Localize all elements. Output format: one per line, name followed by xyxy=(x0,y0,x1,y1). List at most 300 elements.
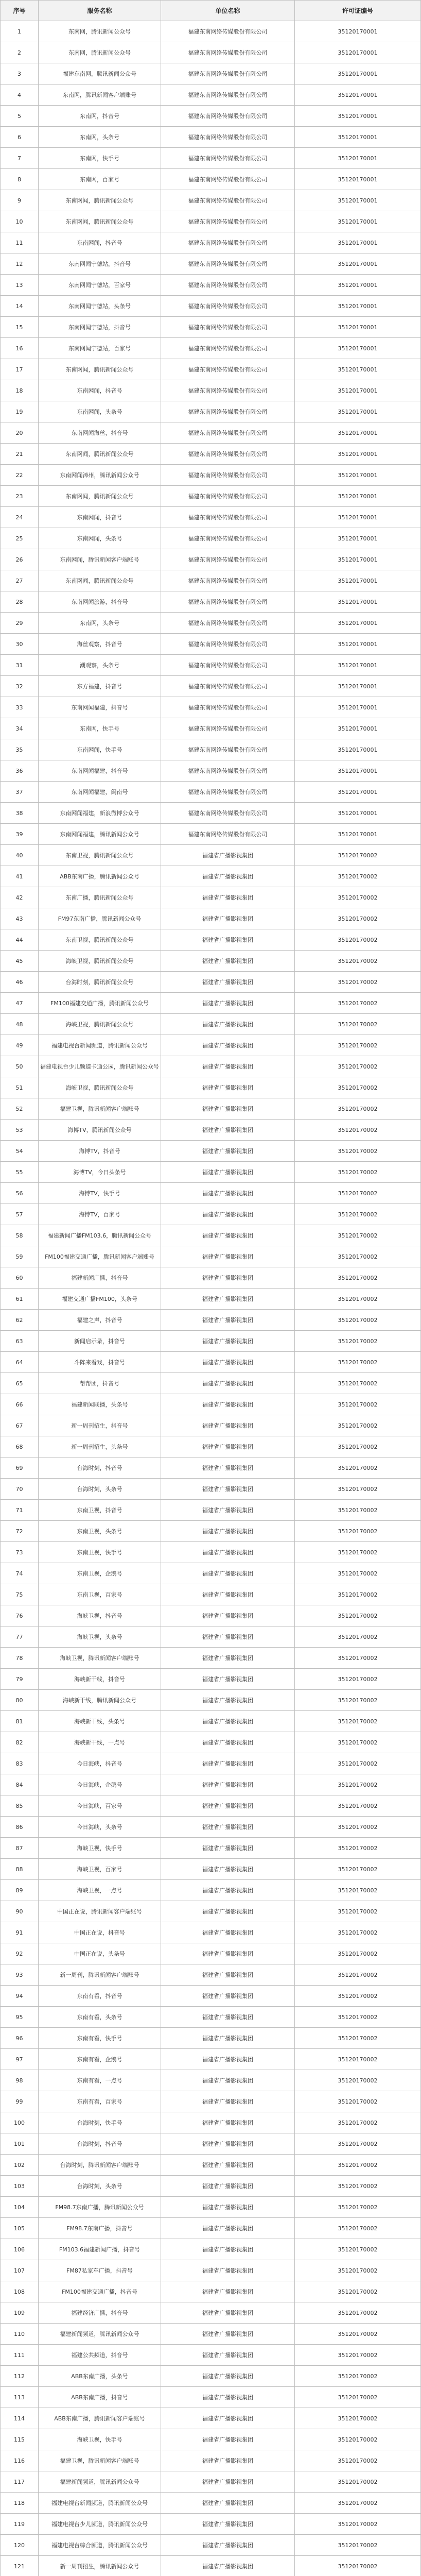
cell-service: 东南网闻，抖音号 xyxy=(39,232,161,253)
table-row xyxy=(1,993,421,1014)
cell-service: 海峡新干线，抖音号 xyxy=(39,1669,161,1690)
cell-unit: 福建省广播影视集团 xyxy=(161,2535,295,2556)
table-row xyxy=(1,84,421,106)
cell-service: 福建经济广播，抖音号 xyxy=(39,2302,161,2324)
cell-unit: 福建省广播影视集团 xyxy=(161,1605,295,1626)
cell-license: 35120170002 xyxy=(295,1310,421,1331)
cell-license: 35120170002 xyxy=(295,1690,421,1711)
table-row xyxy=(1,2239,421,2260)
cell-no: 29 xyxy=(1,613,39,634)
cell-no: 92 xyxy=(1,1943,39,1964)
cell-license: 35120170002 xyxy=(295,1500,421,1521)
cell-no: 50 xyxy=(1,1056,39,1077)
cell-license: 35120170001 xyxy=(295,422,421,444)
cell-no: 34 xyxy=(1,718,39,739)
cell-no: 10 xyxy=(1,211,39,232)
cell-service: 东南卫视，头条号 xyxy=(39,1521,161,1542)
table-row xyxy=(1,21,421,42)
table-row xyxy=(1,2345,421,2366)
cell-no: 14 xyxy=(1,296,39,317)
cell-service: 新闻启示录，抖音号 xyxy=(39,1331,161,1352)
table-row xyxy=(1,2155,421,2176)
cell-license: 35120170002 xyxy=(295,866,421,887)
cell-no: 85 xyxy=(1,1795,39,1817)
cell-service: 今日海峡，抖音号 xyxy=(39,1753,161,1774)
cell-no: 18 xyxy=(1,380,39,401)
table-row xyxy=(1,549,421,570)
table-row xyxy=(1,1880,421,1901)
table-row xyxy=(1,2429,421,2450)
cell-unit: 福建省广播影视集团 xyxy=(161,1964,295,1986)
cell-license: 35120170002 xyxy=(295,1098,421,1120)
cell-unit: 福建省广播影视集团 xyxy=(161,1331,295,1352)
cell-no: 33 xyxy=(1,697,39,718)
table-row xyxy=(1,2260,421,2281)
cell-no: 53 xyxy=(1,1120,39,1141)
cell-license: 35120170001 xyxy=(295,613,421,634)
cell-license: 35120170002 xyxy=(295,1373,421,1394)
cell-service: 斗阵来看戏，抖音号 xyxy=(39,1352,161,1373)
table-row xyxy=(1,211,421,232)
table-row xyxy=(1,401,421,422)
cell-license: 35120170001 xyxy=(295,697,421,718)
table-row xyxy=(1,1838,421,1859)
table-row xyxy=(1,1859,421,1880)
cell-unit: 福建东南网络传媒股份有限公司 xyxy=(161,169,295,190)
cell-service: 东南卫视，腾讯新闻公众号 xyxy=(39,845,161,866)
cell-unit: 福建东南网络传媒股份有限公司 xyxy=(161,655,295,676)
cell-no: 75 xyxy=(1,1584,39,1605)
cell-service: FM98.7东南广播，抖音号 xyxy=(39,2218,161,2239)
cell-service: ABB东南广播，腾讯新闻公众号 xyxy=(39,866,161,887)
cell-license: 35120170001 xyxy=(295,106,421,127)
table-row xyxy=(1,1732,421,1753)
table-row xyxy=(1,1310,421,1331)
table-row xyxy=(1,655,421,676)
cell-unit: 福建东南网络传媒股份有限公司 xyxy=(161,106,295,127)
table-row xyxy=(1,1415,421,1436)
cell-license: 35120170001 xyxy=(295,63,421,84)
cell-service: FM98.7东南广播，腾讯新闻公众号 xyxy=(39,2197,161,2218)
cell-service: 东南网闻宁德站，百家号 xyxy=(39,275,161,296)
cell-service: 海峡新干线，头条号 xyxy=(39,1711,161,1732)
cell-unit: 福建省广播影视集团 xyxy=(161,1795,295,1817)
table-row xyxy=(1,1141,421,1162)
cell-license: 35120170002 xyxy=(295,2112,421,2133)
cell-service: 福建电视台少儿频道卡通公园，腾讯新闻公众号 xyxy=(39,1056,161,1077)
table-row xyxy=(1,1901,421,1922)
cell-service: 东南网闻宁德站，抖音号 xyxy=(39,317,161,338)
table-row xyxy=(1,1246,421,1267)
table-row xyxy=(1,2535,421,2556)
cell-license: 35120170002 xyxy=(295,993,421,1014)
cell-service: 福建交通广播FM100，头条号 xyxy=(39,1289,161,1310)
cell-license: 35120170002 xyxy=(295,2070,421,2091)
cell-service: 海博TV，抖音号 xyxy=(39,1141,161,1162)
cell-unit: 福建东南网络传媒股份有限公司 xyxy=(161,401,295,422)
cell-no: 52 xyxy=(1,1098,39,1120)
cell-service: FM87私家车广播，抖音号 xyxy=(39,2260,161,2281)
cell-service: 东南网闻，腾讯新闻公众号 xyxy=(39,359,161,380)
cell-no: 1 xyxy=(1,21,39,42)
cell-no: 43 xyxy=(1,908,39,929)
cell-no: 35 xyxy=(1,739,39,760)
table-row xyxy=(1,338,421,359)
cell-no: 113 xyxy=(1,2387,39,2408)
cell-service: 东南网闻福建，新浪微博公众号 xyxy=(39,803,161,824)
cell-license: 35120170002 xyxy=(295,1415,421,1436)
cell-no: 38 xyxy=(1,803,39,824)
cell-license: 35120170002 xyxy=(295,1077,421,1098)
table-row xyxy=(1,296,421,317)
table-row xyxy=(1,1014,421,1035)
cell-license: 35120170002 xyxy=(295,2155,421,2176)
cell-unit: 福建省广播影视集团 xyxy=(161,2493,295,2514)
cell-no: 45 xyxy=(1,951,39,972)
cell-service: 东南网闻，腾讯新闻公众号 xyxy=(39,211,161,232)
cell-service: 福建卫视，腾讯新闻客户端账号 xyxy=(39,2450,161,2471)
cell-service: 东南网闻，抖音号 xyxy=(39,507,161,528)
cell-unit: 福建省广播影视集团 xyxy=(161,2260,295,2281)
cell-service: 海峡卫视，腾讯新闻公众号 xyxy=(39,1014,161,1035)
cell-license: 35120170002 xyxy=(295,1542,421,1563)
table-row xyxy=(1,1500,421,1521)
cell-unit: 福建省广播影视集团 xyxy=(161,1648,295,1669)
cell-no: 115 xyxy=(1,2429,39,2450)
table-row xyxy=(1,444,421,465)
cell-no: 56 xyxy=(1,1183,39,1204)
table-row xyxy=(1,2281,421,2302)
cell-license: 35120170002 xyxy=(295,1035,421,1056)
table-row xyxy=(1,2450,421,2471)
cell-no: 77 xyxy=(1,1626,39,1648)
cell-service: 今日海峡，百家号 xyxy=(39,1795,161,1817)
cell-service: 东南网闻，腾讯新闻公众号 xyxy=(39,190,161,211)
table-row xyxy=(1,486,421,507)
cell-license: 35120170002 xyxy=(295,929,421,951)
cell-license: 35120170002 xyxy=(295,2028,421,2049)
cell-service: 新一周刊招生，腾讯新闻公众号 xyxy=(39,2556,161,2576)
cell-license: 35120170002 xyxy=(295,2260,421,2281)
cell-unit: 福建东南网络传媒股份有限公司 xyxy=(161,782,295,803)
table-row xyxy=(1,887,421,908)
cell-service: 海峡卫视，腾讯新闻公众号 xyxy=(39,1077,161,1098)
header-service: 服务名称 xyxy=(39,1,161,21)
cell-no: 40 xyxy=(1,845,39,866)
cell-no: 3 xyxy=(1,63,39,84)
cell-no: 46 xyxy=(1,972,39,993)
cell-no: 71 xyxy=(1,1500,39,1521)
table-row xyxy=(1,739,421,760)
table-row xyxy=(1,2112,421,2133)
table-row xyxy=(1,1648,421,1669)
cell-license: 35120170002 xyxy=(295,2429,421,2450)
table-row xyxy=(1,760,421,782)
cell-service: 海峡卫视，抖音号 xyxy=(39,1605,161,1626)
table-row xyxy=(1,2408,421,2429)
cell-service: 今日海峡，头条号 xyxy=(39,1817,161,1838)
cell-unit: 福建省广播影视集团 xyxy=(161,1774,295,1795)
cell-service: 东南网，腾讯新闻公众号 xyxy=(39,42,161,63)
cell-unit: 福建东南网络传媒股份有限公司 xyxy=(161,528,295,549)
cell-unit: 福建省广播影视集团 xyxy=(161,1943,295,1964)
cell-service: 福建电视台综合频道，腾讯新闻公众号 xyxy=(39,2535,161,2556)
cell-no: 78 xyxy=(1,1648,39,1669)
table-row xyxy=(1,1183,421,1204)
cell-no: 24 xyxy=(1,507,39,528)
cell-no: 62 xyxy=(1,1310,39,1331)
cell-no: 8 xyxy=(1,169,39,190)
cell-no: 109 xyxy=(1,2302,39,2324)
cell-no: 81 xyxy=(1,1711,39,1732)
table-row xyxy=(1,422,421,444)
cell-no: 49 xyxy=(1,1035,39,1056)
cell-no: 117 xyxy=(1,2471,39,2493)
cell-license: 35120170001 xyxy=(295,317,421,338)
cell-unit: 福建省广播影视集团 xyxy=(161,2450,295,2471)
cell-license: 35120170002 xyxy=(295,1479,421,1500)
cell-no: 19 xyxy=(1,401,39,422)
cell-no: 94 xyxy=(1,1986,39,2007)
cell-service: 东南卫视，抖音号 xyxy=(39,1500,161,1521)
cell-no: 68 xyxy=(1,1436,39,1458)
cell-no: 20 xyxy=(1,422,39,444)
cell-unit: 福建省广播影视集团 xyxy=(161,1753,295,1774)
cell-unit: 福建省广播影视集团 xyxy=(161,2345,295,2366)
cell-no: 7 xyxy=(1,148,39,169)
cell-service: 福建新闻频道，腾讯新闻公众号 xyxy=(39,2471,161,2493)
cell-license: 35120170002 xyxy=(295,2387,421,2408)
cell-service: 东南网闻，头条号 xyxy=(39,401,161,422)
cell-unit: 福建东南网络传媒股份有限公司 xyxy=(161,127,295,148)
table-row xyxy=(1,1394,421,1415)
table-body xyxy=(1,21,421,2576)
cell-license: 35120170002 xyxy=(295,2007,421,2028)
cell-service: ABB东南广播，抖音号 xyxy=(39,2387,161,2408)
cell-no: 116 xyxy=(1,2450,39,2471)
cell-service: FM100福建交通广播，腾讯新闻客户端账号 xyxy=(39,1246,161,1267)
cell-unit: 福建东南网络传媒股份有限公司 xyxy=(161,507,295,528)
cell-service: 东南网闻福建，抖音号 xyxy=(39,697,161,718)
cell-no: 99 xyxy=(1,2091,39,2112)
table-row xyxy=(1,317,421,338)
cell-license: 35120170002 xyxy=(295,1943,421,1964)
cell-unit: 福建省广播影视集团 xyxy=(161,1056,295,1077)
cell-unit: 福建省广播影视集团 xyxy=(161,1289,295,1310)
cell-unit: 福建省广播影视集团 xyxy=(161,1669,295,1690)
cell-unit: 福建省广播影视集团 xyxy=(161,1901,295,1922)
table-row xyxy=(1,1521,421,1542)
table-row xyxy=(1,2028,421,2049)
cell-license: 35120170002 xyxy=(295,1584,421,1605)
cell-unit: 福建东南网络传媒股份有限公司 xyxy=(161,549,295,570)
table-row xyxy=(1,1436,421,1458)
cell-no: 110 xyxy=(1,2324,39,2345)
cell-service: ABB东南广播，腾讯新闻客户端账号 xyxy=(39,2408,161,2429)
cell-license: 35120170002 xyxy=(295,887,421,908)
cell-unit: 福建东南网络传媒股份有限公司 xyxy=(161,380,295,401)
table-row xyxy=(1,63,421,84)
cell-unit: 福建东南网络传媒股份有限公司 xyxy=(161,253,295,275)
cell-service: 帮帮团，抖音号 xyxy=(39,1373,161,1394)
cell-service: 海丝观察，抖音号 xyxy=(39,634,161,655)
cell-unit: 福建省广播影视集团 xyxy=(161,1183,295,1204)
cell-unit: 福建省广播影视集团 xyxy=(161,2091,295,2112)
cell-license: 35120170001 xyxy=(295,549,421,570)
cell-unit: 福建东南网络传媒股份有限公司 xyxy=(161,697,295,718)
cell-no: 12 xyxy=(1,253,39,275)
cell-license: 35120170002 xyxy=(295,1774,421,1795)
cell-no: 25 xyxy=(1,528,39,549)
cell-no: 112 xyxy=(1,2366,39,2387)
cell-no: 61 xyxy=(1,1289,39,1310)
cell-no: 89 xyxy=(1,1880,39,1901)
table-row xyxy=(1,2493,421,2514)
cell-license: 35120170002 xyxy=(295,1563,421,1584)
cell-service: 福建新闻广播FM103.6，腾讯新闻公众号 xyxy=(39,1225,161,1246)
cell-no: 26 xyxy=(1,549,39,570)
cell-license: 35120170001 xyxy=(295,634,421,655)
cell-service: 海峡卫视，百家号 xyxy=(39,1859,161,1880)
cell-no: 91 xyxy=(1,1922,39,1943)
cell-license: 35120170002 xyxy=(295,2133,421,2155)
cell-unit: 福建省广播影视集团 xyxy=(161,1859,295,1880)
cell-service: FM100福建交通广播，抖音号 xyxy=(39,2281,161,2302)
cell-license: 35120170002 xyxy=(295,1922,421,1943)
cell-unit: 福建东南网络传媒股份有限公司 xyxy=(161,760,295,782)
cell-unit: 福建省广播影视集团 xyxy=(161,2429,295,2450)
cell-unit: 福建省广播影视集团 xyxy=(161,887,295,908)
cell-service: 东南网闻宁德站，抖音号 xyxy=(39,253,161,275)
table-row xyxy=(1,570,421,591)
cell-license: 35120170002 xyxy=(295,1901,421,1922)
cell-unit: 福建东南网络传媒股份有限公司 xyxy=(161,591,295,613)
table-row xyxy=(1,2133,421,2155)
cell-unit: 福建东南网络传媒股份有限公司 xyxy=(161,275,295,296)
cell-no: 120 xyxy=(1,2535,39,2556)
cell-unit: 福建省广播影视集团 xyxy=(161,1415,295,1436)
cell-license: 35120170002 xyxy=(295,2556,421,2576)
table-row xyxy=(1,2176,421,2197)
cell-unit: 福建省广播影视集团 xyxy=(161,1711,295,1732)
cell-service: 东南网，百家号 xyxy=(39,169,161,190)
table-row xyxy=(1,613,421,634)
cell-license: 35120170002 xyxy=(295,1753,421,1774)
cell-service: 东南有看，一点号 xyxy=(39,2070,161,2091)
cell-unit: 福建东南网络传媒股份有限公司 xyxy=(161,634,295,655)
cell-license: 35120170002 xyxy=(295,1162,421,1183)
cell-unit: 福建省广播影视集团 xyxy=(161,1521,295,1542)
cell-service: 中国正在说，头条号 xyxy=(39,1943,161,1964)
cell-service: 东南有看，企鹅号 xyxy=(39,2049,161,2070)
cell-no: 64 xyxy=(1,1352,39,1373)
cell-unit: 福建东南网络传媒股份有限公司 xyxy=(161,486,295,507)
table-row xyxy=(1,2197,421,2218)
cell-no: 118 xyxy=(1,2493,39,2514)
cell-service: 东南卫视，企鹅号 xyxy=(39,1563,161,1584)
cell-unit: 福建省广播影视集团 xyxy=(161,2324,295,2345)
cell-license: 35120170001 xyxy=(295,148,421,169)
cell-no: 39 xyxy=(1,824,39,845)
cell-no: 16 xyxy=(1,338,39,359)
cell-unit: 福建东南网络传媒股份有限公司 xyxy=(161,718,295,739)
cell-unit: 福建省广播影视集团 xyxy=(161,1310,295,1331)
cell-unit: 福建省广播影视集团 xyxy=(161,1563,295,1584)
cell-license: 35120170002 xyxy=(295,1795,421,1817)
cell-unit: 福建东南网络传媒股份有限公司 xyxy=(161,190,295,211)
cell-unit: 福建省广播影视集团 xyxy=(161,2028,295,2049)
cell-no: 103 xyxy=(1,2176,39,2197)
cell-service: 东南网闻宁德站，百家号 xyxy=(39,338,161,359)
table-row xyxy=(1,1225,421,1246)
cell-service: 海峡卫视，腾讯新闻公众号 xyxy=(39,951,161,972)
table-row xyxy=(1,465,421,486)
cell-license: 35120170001 xyxy=(295,253,421,275)
cell-service: 潮观察，头条号 xyxy=(39,655,161,676)
cell-unit: 福建省广播影视集团 xyxy=(161,1394,295,1415)
cell-unit: 福建省广播影视集团 xyxy=(161,1246,295,1267)
cell-no: 54 xyxy=(1,1141,39,1162)
table-row xyxy=(1,634,421,655)
cell-no: 17 xyxy=(1,359,39,380)
cell-service: 福建新闻广播，抖音号 xyxy=(39,1267,161,1289)
table-row xyxy=(1,866,421,887)
cell-license: 35120170002 xyxy=(295,1838,421,1859)
table-row xyxy=(1,2070,421,2091)
cell-license: 35120170001 xyxy=(295,824,421,845)
cell-no: 114 xyxy=(1,2408,39,2429)
cell-license: 35120170002 xyxy=(295,1458,421,1479)
cell-license: 35120170001 xyxy=(295,42,421,63)
cell-license: 35120170002 xyxy=(295,1246,421,1267)
table-row xyxy=(1,359,421,380)
cell-unit: 福建东南网络传媒股份有限公司 xyxy=(161,359,295,380)
table-row xyxy=(1,1817,421,1838)
cell-license: 35120170001 xyxy=(295,486,421,507)
cell-license: 35120170002 xyxy=(295,1436,421,1458)
table-row xyxy=(1,1542,421,1563)
cell-service: 福建卫视，腾讯新闻客户端账号 xyxy=(39,1098,161,1120)
cell-service: 海峡新干线，腾讯新闻公众号 xyxy=(39,1690,161,1711)
cell-license: 35120170001 xyxy=(295,84,421,106)
cell-no: 111 xyxy=(1,2345,39,2366)
cell-service: 海峡卫视，腾讯新闻客户端账号 xyxy=(39,1648,161,1669)
header-row xyxy=(1,1,421,21)
cell-service: 福建新闻联播，头条号 xyxy=(39,1394,161,1415)
cell-no: 80 xyxy=(1,1690,39,1711)
cell-unit: 福建省广播影视集团 xyxy=(161,1838,295,1859)
cell-license: 35120170001 xyxy=(295,655,421,676)
table-row xyxy=(1,718,421,739)
cell-no: 86 xyxy=(1,1817,39,1838)
cell-no: 36 xyxy=(1,760,39,782)
table-row xyxy=(1,106,421,127)
cell-no: 84 xyxy=(1,1774,39,1795)
table-row xyxy=(1,1626,421,1648)
table-row xyxy=(1,1753,421,1774)
table-row xyxy=(1,1605,421,1626)
cell-license: 35120170002 xyxy=(295,1880,421,1901)
cell-license: 35120170001 xyxy=(295,338,421,359)
table-row xyxy=(1,676,421,697)
cell-license: 35120170001 xyxy=(295,718,421,739)
table-row xyxy=(1,782,421,803)
cell-no: 87 xyxy=(1,1838,39,1859)
table-row xyxy=(1,1563,421,1584)
cell-service: 东南有看，抖音号 xyxy=(39,1986,161,2007)
table-row xyxy=(1,1120,421,1141)
cell-unit: 福建省广播影视集团 xyxy=(161,2049,295,2070)
